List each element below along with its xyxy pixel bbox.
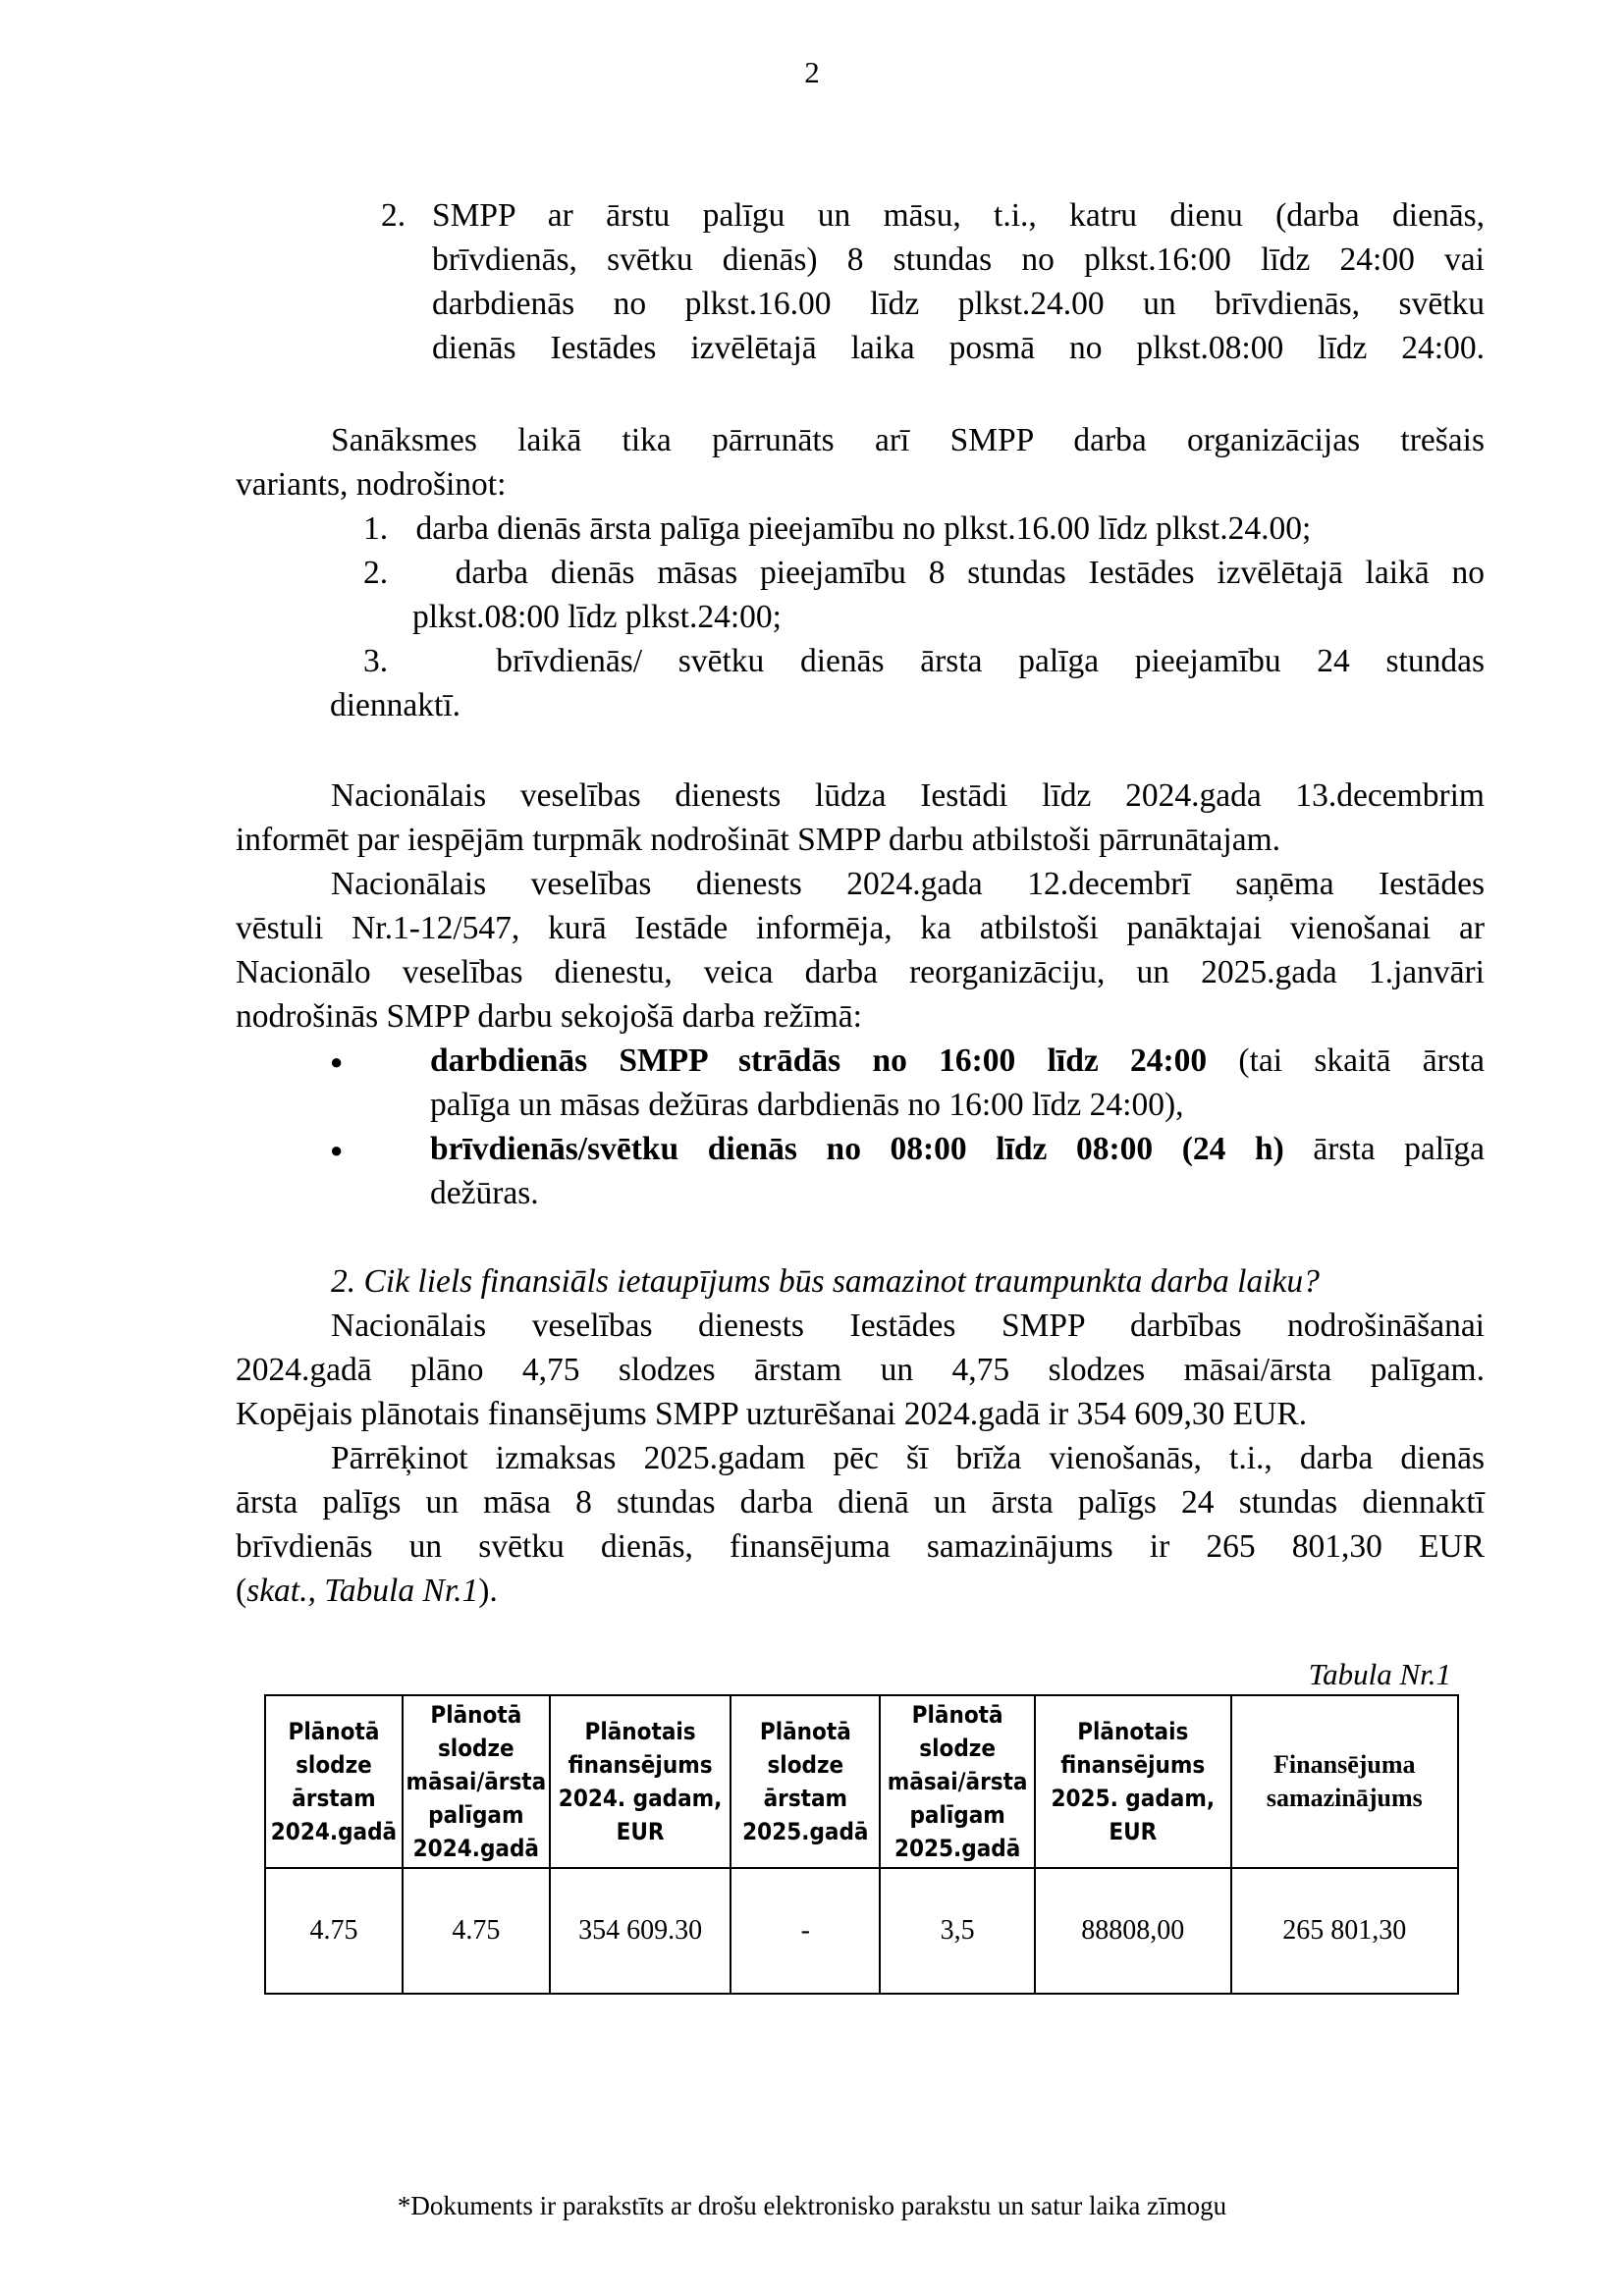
header-cell: Plānotais finansējums 2025. gadam, EUR <box>1035 1695 1231 1868</box>
table-cell: 4.75 <box>265 1868 403 1994</box>
text-line: ārsta palīgs un māsa 8 stundas darba dienā un ārsta palīgs 24 stundas diennaktī <box>236 1484 1485 1521</box>
header-cell: Plānotā slodze māsai/ārsta palīgam 2024.gadā <box>403 1695 550 1868</box>
text-line: variants, nodrošinot: <box>236 466 507 503</box>
text-line: darbdienās no plkst.16.00 līdz plkst.24.00 un brīvdienās, svētku <box>432 286 1485 322</box>
text: ). <box>478 1573 498 1609</box>
text-line: diennaktī. <box>330 687 461 723</box>
table-row <box>265 1868 1458 1994</box>
header-cell: Plānotā slodze ārstam 2025.gadā <box>731 1695 880 1868</box>
text: ārsta palīga <box>1283 1131 1486 1167</box>
text-line: Nacionālais veselības dienests 2024.gada 12.decembrī saņēma Iestādes <box>331 866 1485 902</box>
list-number: 1. <box>363 510 389 547</box>
paragraph-nvd-request <box>236 774 1485 862</box>
bullet-item-2 <box>330 1127 1485 1215</box>
text-line: darba dienās māsas pieejamību 8 stundas Iestādes izvēlētajā laikā no <box>455 555 1485 591</box>
bold-text: darbdienās SMPP strādās no 16:00 līdz 24:00 <box>430 1042 1208 1079</box>
list-number: 2. <box>363 555 389 591</box>
text-line: 2024.gadā plāno 4,75 slodzes ārstam un 4,75 slodzes māsai/ārsta palīgam. <box>236 1352 1485 1388</box>
text-line: dežūras. <box>430 1175 539 1211</box>
text-line: Pārrēķinot izmaksas 2025.gadam pēc šī brīža vienošanās, t.i., darba dienās <box>331 1440 1485 1476</box>
bold-text: brīvdienās/svētku dienās no 08:00 līdz 08:00 (24 h) <box>430 1131 1284 1167</box>
text-line: Sanāksmes laikā tika pārrunāts arī SMPP darba organizācijas trešais <box>331 422 1485 458</box>
text-line: brīvdienās, svētku dienās) 8 stundas no plkst.16:00 līdz 24:00 vai <box>432 241 1485 278</box>
text-line: vēstuli Nr.1-12/547, kurā Iestāde informēja, ka atbilstoši panāktajai vienošanai ar <box>236 910 1485 946</box>
paragraph-variant <box>236 418 1485 507</box>
list2-item-3 <box>330 639 1485 727</box>
table-cell: 265 801,30 <box>1231 1868 1458 1994</box>
text-line: Nacionālo veselības dienestu, veica darba reorganizāciju, un 2025.gada 1.janvāri <box>236 954 1485 990</box>
text-line: plkst.08:00 līdz plkst.24:00; <box>412 599 782 635</box>
text-line: SMPP ar ārstu palīgu un māsu, t.i., katru dienu (darba dienās, <box>432 197 1485 234</box>
text-line: nodrošinās SMPP darbu sekojošā darba režīmā: <box>236 998 862 1035</box>
paragraph-nvd-letter <box>236 862 1485 1039</box>
question-heading: 2. Cik liels finansiāls ietaupījums būs samazinot traumpunkta darba laiku? <box>331 1263 1320 1300</box>
text: ( <box>236 1573 247 1609</box>
italic-ref: skat., Tabula Nr.1 <box>246 1573 479 1609</box>
header-cell: Plānotā slodze māsai/ārsta palīgam 2025.gadā <box>880 1695 1035 1868</box>
bullet-icon: ● <box>330 1138 344 1162</box>
header-cell: Finansējuma samazinājums <box>1231 1695 1458 1868</box>
funding-table <box>264 1694 1459 1995</box>
text-line: dienās Iestādes izvēlētajā laika posmā no plkst.08:00 līdz 24:00. <box>432 330 1485 366</box>
table-header-row <box>265 1695 1458 1868</box>
header-cell: Plānotais finansējums 2024. gadam, EUR <box>550 1695 731 1868</box>
text-line: Nacionālais veselības dienests Iestādes SMPP darbības nodrošināšanai <box>331 1308 1485 1344</box>
paragraph-plan <box>236 1304 1485 1436</box>
list1-item-2 <box>381 193 1485 370</box>
table-caption: Tabula Nr.1 <box>1308 1657 1451 1691</box>
page-number: 2 <box>804 55 820 89</box>
table-cell: 354 609.30 <box>550 1868 731 1994</box>
table-cell: - <box>731 1868 880 1994</box>
paragraph-recalc <box>236 1436 1485 1613</box>
list-number: 3. <box>363 643 389 679</box>
header-cell: Plānotā slodze ārstam 2024.gadā <box>265 1695 403 1868</box>
text: (tai skaitā ārsta <box>1207 1042 1485 1079</box>
footer-signature-note: *Dokuments ir parakstīts ar drošu elektronisko parakstu un satur laika zīmogu <box>397 2191 1227 2220</box>
text-line: darba dienās ārsta palīga pieejamību no plkst.16.00 līdz plkst.24.00; <box>415 510 1312 547</box>
text-line: brīvdienās un svētku dienās, finansējuma samazinājums ir 265 801,30 EUR <box>236 1528 1485 1565</box>
text-line: Nacionālais veselības dienests lūdza Iestādi līdz 2024.gada 13.decembrim <box>331 777 1485 814</box>
bullet-icon: ● <box>330 1049 344 1074</box>
text-line: Kopējais plānotais finansējums SMPP uzturēšanai 2024.gadā ir 354 609,30 EUR. <box>236 1396 1308 1432</box>
table-cell: 88808,00 <box>1035 1868 1231 1994</box>
list-number: 2. <box>381 197 406 234</box>
text-line: palīga un māsas dežūras darbdienās no 16:00 līdz 24:00), <box>430 1087 1184 1123</box>
text-line: informēt par iespējām turpmāk nodrošināt SMPP darbu atbilstoši pārrunātajam. <box>236 822 1281 858</box>
list2-item-2 <box>363 551 1485 639</box>
list2-item-1 <box>363 507 1485 551</box>
table-cell: 4.75 <box>403 1868 550 1994</box>
bullet-item-1 <box>330 1039 1485 1127</box>
text-line: brīvdienās/ svētku dienās ārsta palīga pieejamību 24 stundas <box>496 643 1486 679</box>
table-cell: 3,5 <box>880 1868 1035 1994</box>
